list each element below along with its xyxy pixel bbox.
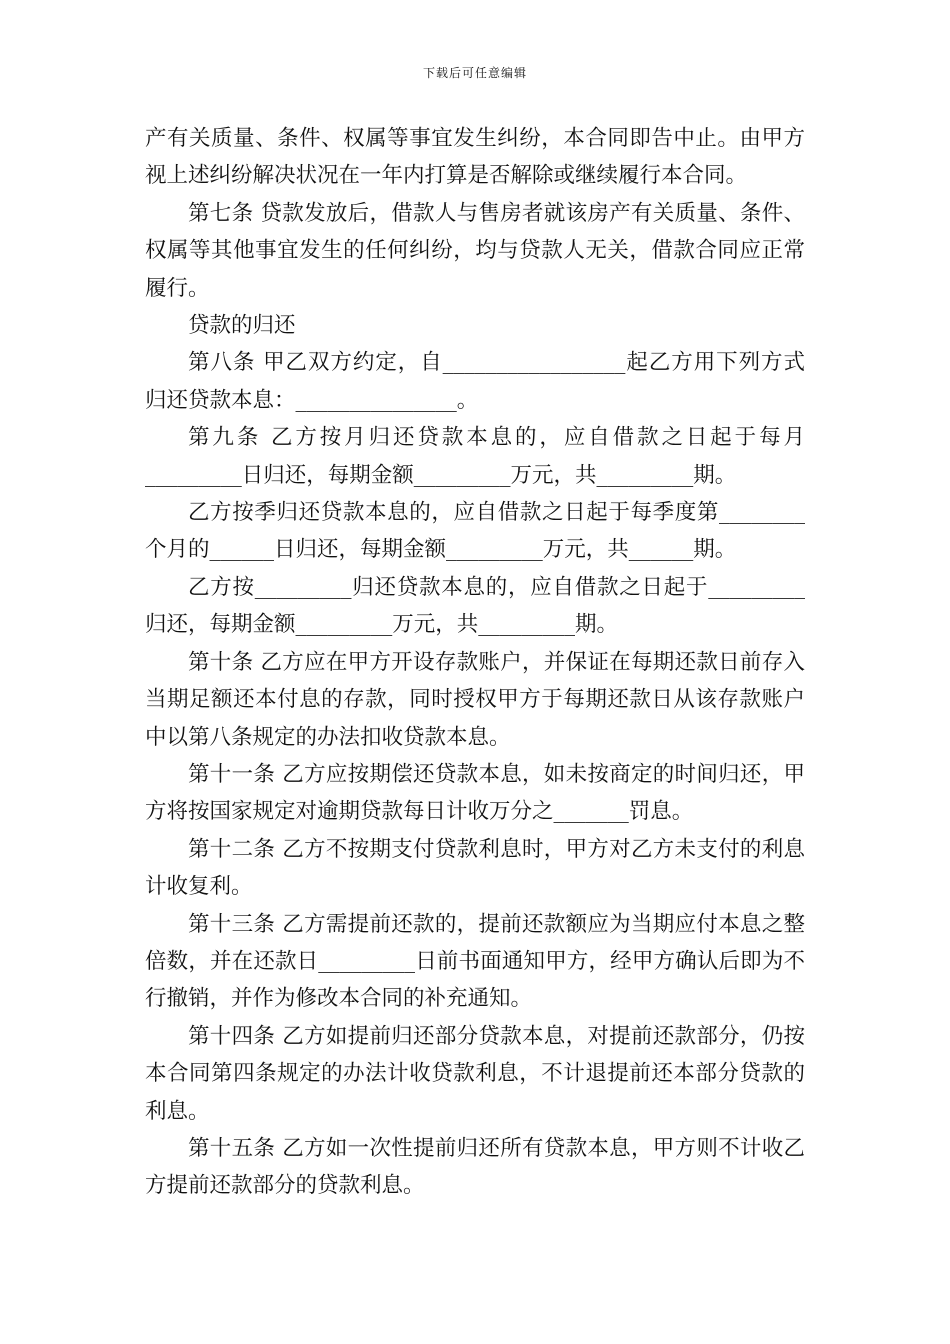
paragraph-article-11: 第十一条 乙方应按期偿还贷款本息，如未按商定的时间归还，甲方将按国家规定对逾期贷款每日计收万分之_______罚息。 [145, 761, 805, 825]
paragraph-article-14: 第十四条 乙方如提前归还部分贷款本息，对提前还款部分，仍按本合同第四条规定的办法计收贷款利息，不计退提前还本部分贷款的利息。 [145, 1023, 805, 1124]
paragraph-article-12: 第十二条 乙方不按期支付贷款利息时，甲方对乙方未支付的利息计收复利。 [145, 836, 805, 900]
paragraph-other-repayment: 乙方按_________归还贷款本息的，应自借款之日起于_________归还，每期金额_________万元，共_________期。 [145, 574, 805, 638]
paragraph-article-8: 第八条 甲乙双方约定，自_________________起乙方用下列方式归还贷款本息：_______________。 [145, 350, 805, 413]
paragraph-continuation: 产有关质量、条件、权属等事宜发生纠纷，本合同即告中止。由甲方视上述纠纷解决状况在一年内打算是否解除或继续履行本合同。 [145, 126, 805, 189]
paragraph-article-13: 第十三条 乙方需提前还款的，提前还款额应为当期应付本息之整倍数，并在还款日_________日前书面通知甲方，经甲方确认后即为不行撤销，并作为修改本合同的补充通知。 [145, 911, 805, 1012]
document-body [145, 120, 805, 1205]
paragraph-quarterly-repayment: 乙方按季归还贷款本息的，应自借款之日起于每季度第________个月的______日归还，每期金额_________万元，共______期。 [145, 500, 805, 563]
paragraph-article-15: 第十五条 乙方如一次性提前归还所有贷款本息，甲方则不计收乙方提前还款部分的贷款利息。 [145, 1135, 805, 1199]
paragraph-article-7: 第七条 贷款发放后，借款人与售房者就该房产有关质量、条件、权属等其他事宜发生的任何纠纷，均与贷款人无关，借款合同应正常履行。 [145, 200, 805, 301]
paragraph-article-9: 第九条 乙方按月归还贷款本息的，应自借款之日起于每月_________日归还，每期金额_________万元，共_________期。 [145, 425, 805, 488]
paragraph-article-10: 第十条 乙方应在甲方开设存款账户，并保证在每期还款日前存入当期足额还本付息的存款，同时授权甲方于每期还款日从该存款账户中以第八条规定的办法扣收贷款本息。 [145, 649, 805, 750]
section-heading-repayment: 贷款的归还 [188, 313, 296, 339]
page-header: 下载后可任意编辑 [422, 66, 527, 80]
